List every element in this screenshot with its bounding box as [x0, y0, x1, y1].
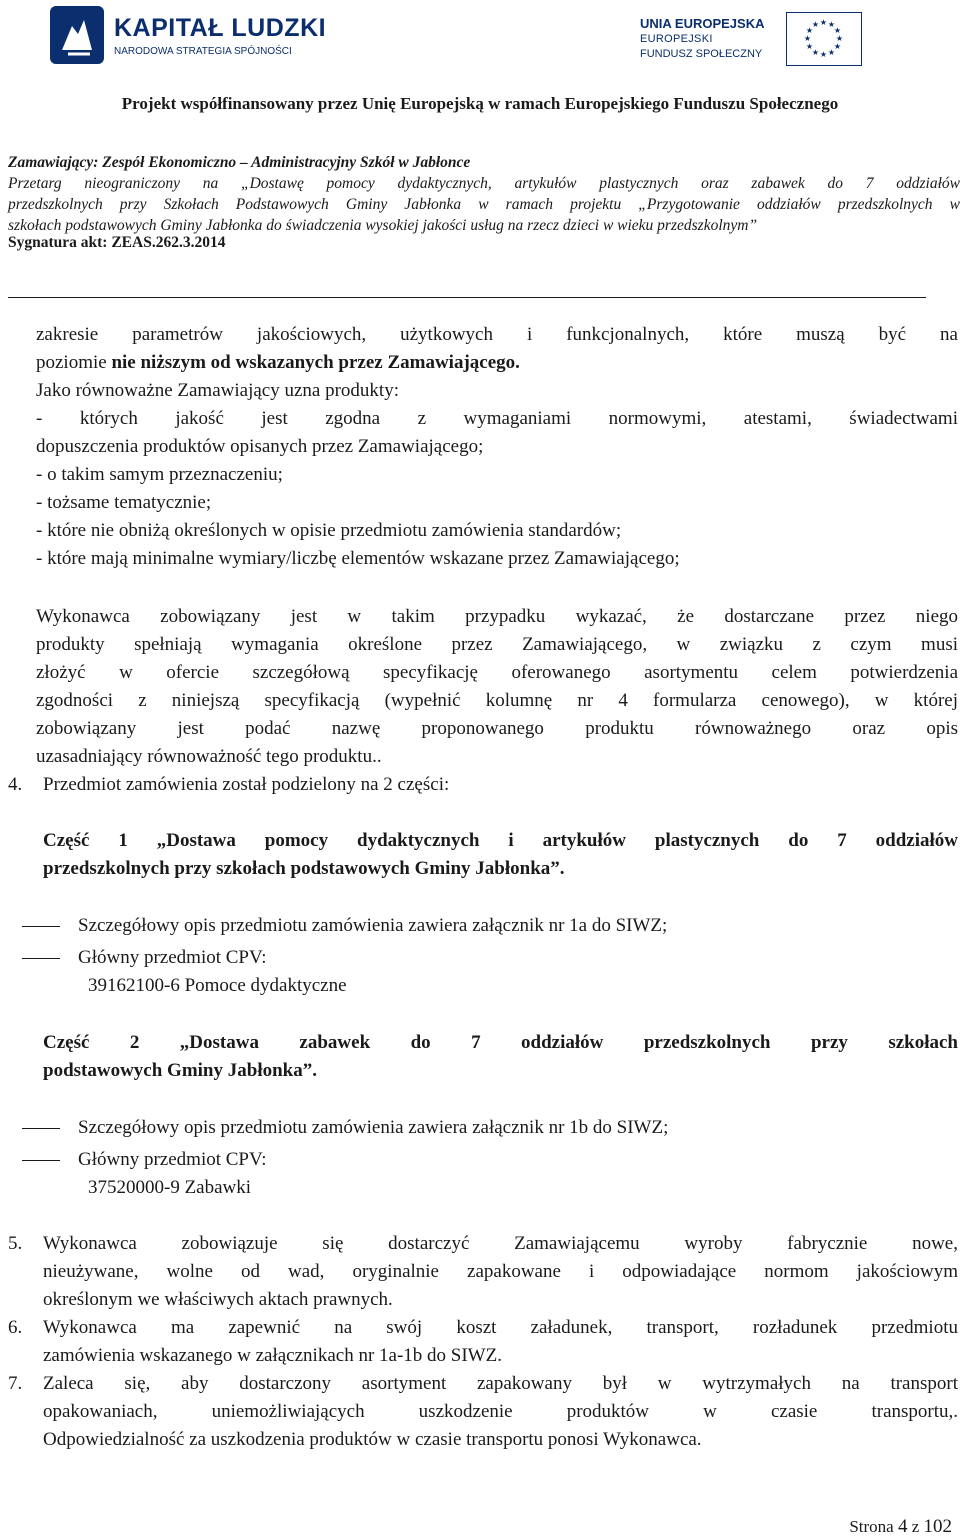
intro-line-2-bold: nie niższym od wskazanych przez Zamawiającego.	[111, 352, 520, 373]
contractor-paragraph-line-3: złożyć w ofercie szczegółową specyfikację oferowanego asortymentu celem potwierdzenia	[36, 662, 958, 683]
dash-bullet	[22, 1128, 60, 1129]
contractor-paragraph-line-2: produkty spełniają wymagania określone przez Zamawiającego, w związku z czym musi	[36, 634, 958, 655]
svg-text:★: ★	[805, 26, 814, 35]
svg-text:★: ★	[819, 18, 828, 27]
item-4-number: 4.	[8, 774, 23, 795]
item-6-line-2: zamówienia wskazanego w załącznikach nr 1a-1b do SIWZ.	[43, 1345, 502, 1366]
eu-logo	[640, 12, 890, 72]
equivalents-item-4: - które nie obniżą określonych w opisie przedmiotu zamówienia standardów;	[36, 520, 622, 541]
svg-text:★: ★	[803, 34, 812, 43]
item-7-line-1: Zaleca się, aby dostarczony asortyment zapakowany był w wytrzymałych na transport	[43, 1373, 958, 1394]
page-number-label: Strona	[849, 1517, 898, 1536]
equivalents-item-2: - o takim samym przeznaczeniu;	[36, 464, 283, 485]
kapital-ludzki-title: KAPITAŁ LUDZKI	[114, 14, 327, 42]
item-4-text: Przedmiot zamówienia został podzielony na 2 części:	[43, 774, 450, 795]
item-6-number: 6.	[8, 1317, 23, 1338]
eu-flag-icon	[786, 12, 862, 66]
svg-text:★: ★	[811, 20, 820, 29]
dash-bullet	[22, 926, 60, 927]
part-1-cpv-code: 39162100-6 Pomoce dydaktyczne	[88, 975, 347, 996]
dash-bullet	[22, 1160, 60, 1161]
svg-text:★: ★	[833, 42, 842, 51]
item-7-line-2: opakowaniach, uniemożliwiających uszkodzenie produktów w czasie transportu,.	[43, 1401, 958, 1422]
case-reference: Sygnatura akt: ZEAS.262.3.2014	[8, 234, 226, 251]
part-1-title-line-2: przedszkolnych przy szkołach podstawowych Gminy Jabłonka”.	[43, 858, 565, 879]
part-2-cpv-code: 37520000-9 Zabawki	[88, 1177, 252, 1198]
item-6-line-1: Wykonawca ma zapewnić na swój koszt załadunek, transport, rozładunek przedmiotu	[43, 1317, 958, 1338]
part-2-title-line-2: podstawowych Gminy Jabłonka”.	[43, 1060, 317, 1081]
svg-text:★: ★	[833, 26, 842, 35]
eu-logo-line3: FUNDUSZ SPOŁECZNY	[640, 48, 763, 60]
page-number-current: 4	[897, 1516, 908, 1537]
contractor-paragraph-line-1: Wykonawca zobowiązany jest w takim przypadku wykazać, że dostarczane przez niego	[36, 606, 958, 627]
page-number-separator: z	[907, 1517, 924, 1536]
part-2-description: Szczegółowy opis przedmiotu zamówienia zawiera załącznik nr 1b do SIWZ;	[78, 1117, 669, 1138]
item-5-line-2: nieużywane, wolne od wad, oryginalnie zapakowane i odpowiadające normom jakościowym	[43, 1261, 958, 1282]
equivalents-item-1a: - których jakość jest zgodna z wymaganiami normowymi, atestami, świadectwami	[36, 408, 958, 429]
part-2-cpv-label: Główny przedmiot CPV:	[78, 1149, 267, 1170]
intro-line-1: zakresie parametrów jakościowych, użytkowych i funkcjonalnych, które muszą być na	[36, 324, 958, 345]
kapital-ludzki-subtitle: NARODOWA STRATEGIA SPÓJNOŚCI	[114, 46, 292, 57]
dash-bullet	[22, 958, 60, 959]
contractor-paragraph-line-6: uzasadniający równoważność tego produktu..	[36, 746, 382, 767]
tender-title-line-1: Przetarg nieograniczony na „Dostawę pomocy dydaktycznych, artykułów plastycznych oraz zabawek do 7 oddziałów	[8, 175, 960, 192]
equivalents-item-5: - które mają minimalne wymiary/liczbę elementów wskazane przez Zamawiającego;	[36, 548, 680, 569]
item-5-number: 5.	[8, 1233, 23, 1254]
svg-text:★: ★	[811, 48, 820, 57]
eu-logo-line1: UNIA EUROPEJSKA	[640, 16, 765, 31]
item-7-number: 7.	[8, 1373, 23, 1394]
svg-text:★: ★	[835, 34, 844, 43]
header-divider	[8, 297, 926, 298]
equivalents-item-1b: dopuszczenia produktów opisanych przez Zamawiającego;	[36, 436, 484, 457]
kapital-ludzki-logo	[50, 6, 350, 78]
item-7-line-3: Odpowiedzialność za uszkodzenia produktów w czasie transportu ponosi Wykonawca.	[43, 1429, 702, 1450]
svg-text:★: ★	[827, 48, 836, 57]
item-5-line-3: określonym we właściwych aktach prawnych.	[43, 1289, 393, 1310]
intro-line-2-plain: poziomie	[36, 352, 112, 373]
contracting-authority: Zamawiający: Zespół Ekonomiczno – Administracyjny Szkół w Jabłonce	[8, 154, 471, 171]
tender-title-line-3: szkołach podstawowych Gminy Jabłonka do świadczenia wysokiej jakości usług na rzecz dzieci w wieku przedszkolnym”	[8, 217, 758, 234]
part-1-description: Szczegółowy opis przedmiotu zamówienia zawiera załącznik nr 1a do SIWZ;	[78, 915, 668, 936]
part-1-cpv-label: Główny przedmiot CPV:	[78, 947, 267, 968]
svg-text:★: ★	[827, 20, 836, 29]
page-number-total: 102	[923, 1516, 952, 1537]
equivalents-item-3: - tożsame tematycznie;	[36, 492, 212, 513]
svg-text:★: ★	[805, 42, 814, 51]
svg-text:★: ★	[819, 50, 828, 59]
equivalents-heading: Jako równoważne Zamawiający uzna produkty:	[36, 380, 399, 401]
contractor-paragraph-line-4: zgodności z niniejszą specyfikacją (wypełnić kolumnę nr 4 formularza cenowego), w której	[36, 690, 958, 711]
project-cofinancing-line: Projekt współfinansowany przez Unię Europejską w ramach Europejskiego Funduszu Społecznego	[121, 94, 839, 113]
contractor-paragraph-line-5: zobowiązany jest podać nazwę proponowanego produktu równoważnego oraz opis	[36, 718, 958, 739]
eu-logo-line2: EUROPEJSKI	[640, 33, 713, 45]
part-1-title-line-1: Część 1 „Dostawa pomocy dydaktycznych i artykułów plastycznych do 7 oddziałów	[43, 830, 958, 851]
page-number	[849, 1516, 952, 1538]
tender-title-line-2: przedszkolnych przy Szkołach Podstawowych Gminy Jabłonka w ramach projektu „Przygotowanie oddziałów przedszkolnych w	[8, 196, 960, 213]
kapital-ludzki-emblem	[50, 6, 104, 64]
intro-line-2	[36, 349, 520, 377]
item-5-line-1: Wykonawca zobowiązuje się dostarczyć Zamawiającemu wyroby fabrycznie nowe,	[43, 1233, 958, 1254]
part-2-title-line-1: Część 2 „Dostawa zabawek do 7 oddziałów przedszkolnych przy szkołach	[43, 1032, 958, 1053]
